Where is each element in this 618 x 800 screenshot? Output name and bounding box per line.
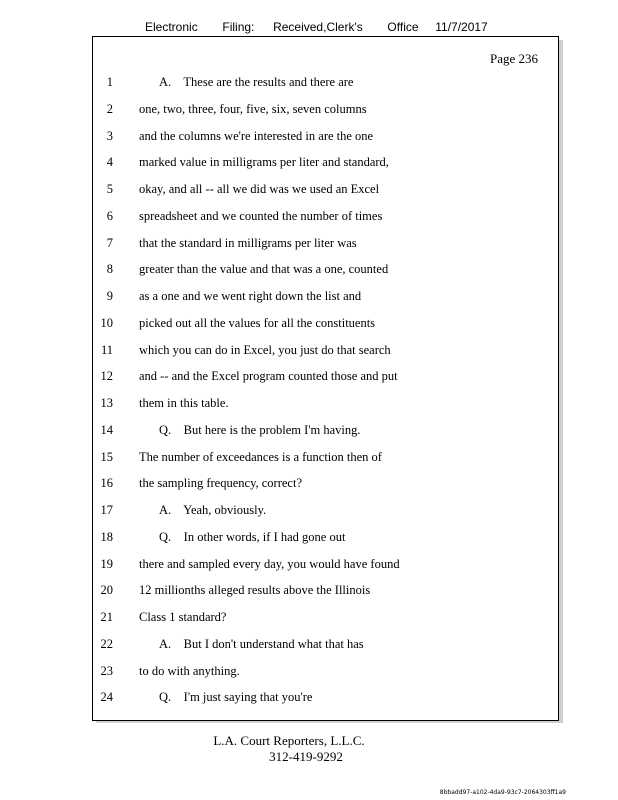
line-text: greater than the value and that was a one, counted (139, 262, 389, 277)
line-text: to do with anything. (139, 663, 240, 678)
transcript-line (93, 503, 558, 521)
document-hash: 8bbadd97-a102-4da9-93c7-2064303ff1a9 (439, 789, 566, 796)
line-text: The number of exceedances is a function then of (139, 449, 382, 464)
transcript-line (93, 262, 558, 280)
line-text: there and sampled every day, you would have found (139, 556, 400, 571)
transcript-line (93, 155, 558, 173)
transcript-line (93, 664, 558, 682)
stamp-word-received: Received,Clerk's (273, 20, 363, 34)
line-number: 23 (100, 663, 113, 678)
line-text: A. These are the results and there are (159, 75, 354, 89)
line-number: 1 (106, 75, 113, 89)
line-text: Q. In other words, if I had gone out (159, 529, 346, 544)
stamp-word-electronic: Electronic (145, 20, 198, 34)
line-number: 14 (100, 422, 113, 437)
line-number: 2 (106, 101, 113, 116)
line-text: picked out all the values for all the constituents (139, 315, 376, 330)
line-text: A. But I don't understand what that has (159, 636, 364, 651)
transcript-line (93, 690, 558, 708)
line-text: and the columns we're interested in are the one (139, 128, 374, 143)
transcript-line (93, 476, 558, 494)
line-text: as a one and we went right down the list and (139, 289, 362, 303)
transcript-line (93, 289, 558, 307)
page-number: Page 236 (489, 51, 538, 66)
transcript-line (93, 583, 558, 601)
transcript-line (93, 396, 558, 414)
transcript-line (93, 610, 558, 628)
transcript-line (93, 182, 558, 200)
line-number: 24 (100, 690, 113, 705)
transcript-line (93, 423, 558, 441)
line-number: 19 (100, 556, 113, 571)
stamp-word-filing: Filing: (222, 20, 255, 34)
line-text: them in this table. (139, 396, 229, 410)
reporter-phone: 312-419-9292 (269, 749, 343, 764)
transcript-line (93, 450, 558, 468)
line-text: Class 1 standard? (139, 610, 227, 624)
line-number: 15 (100, 449, 113, 464)
line-number: 13 (100, 396, 113, 410)
line-text: the sampling frequency, correct? (139, 476, 303, 491)
line-number: 7 (106, 235, 113, 250)
transcript-line (93, 102, 558, 120)
line-number: 22 (100, 636, 113, 651)
line-text: 12 millionths alleged results above the Illinois (139, 583, 371, 598)
line-text: which you can do in Excel, you just do that search (139, 342, 391, 357)
line-text: and -- and the Excel program counted those and put (139, 369, 398, 384)
transcript-line (93, 637, 558, 655)
filing-stamp (145, 20, 488, 34)
reporter-company: L.A. Court Reporters, L.L.C. (213, 733, 365, 748)
line-number: 20 (100, 583, 113, 598)
line-text: spreadsheet and we counted the number of times (139, 208, 383, 223)
transcript-line (93, 530, 558, 548)
line-number: 9 (106, 289, 113, 303)
line-number: 12 (100, 369, 113, 384)
line-text: Q. But here is the problem I'm having. (159, 422, 361, 437)
line-number: 3 (106, 128, 113, 143)
transcript-line (93, 75, 558, 93)
transcript-page (92, 36, 559, 721)
line-text: that the standard in milligrams per liter was (139, 235, 357, 250)
transcript-line (93, 343, 558, 361)
line-number: 21 (100, 610, 113, 624)
stamp-word-office: Office (387, 20, 419, 34)
line-number: 17 (100, 503, 113, 517)
line-text: marked value in milligrams per liter and standard, (139, 155, 389, 170)
line-number: 5 (106, 182, 113, 196)
line-number: 6 (106, 208, 113, 223)
transcript-line (93, 557, 558, 575)
line-number: 16 (100, 476, 113, 491)
transcript-line (93, 316, 558, 334)
line-text: Q. I'm just saying that you're (159, 690, 313, 705)
transcript-line (93, 236, 558, 254)
line-number: 10 (100, 315, 113, 330)
stamp-date: 11/7/2017 (435, 20, 488, 34)
transcript-line (93, 369, 558, 387)
line-number: 18 (100, 529, 113, 544)
line-text: okay, and all -- all we did was we used an Excel (139, 182, 380, 196)
line-text: A. Yeah, obviously. (159, 503, 267, 517)
line-number: 11 (100, 342, 113, 357)
transcript-line (93, 209, 558, 227)
line-number: 8 (106, 262, 113, 277)
transcript-line (93, 129, 558, 147)
line-number: 4 (106, 155, 113, 170)
line-text: one, two, three, four, five, six, seven columns (139, 101, 367, 116)
